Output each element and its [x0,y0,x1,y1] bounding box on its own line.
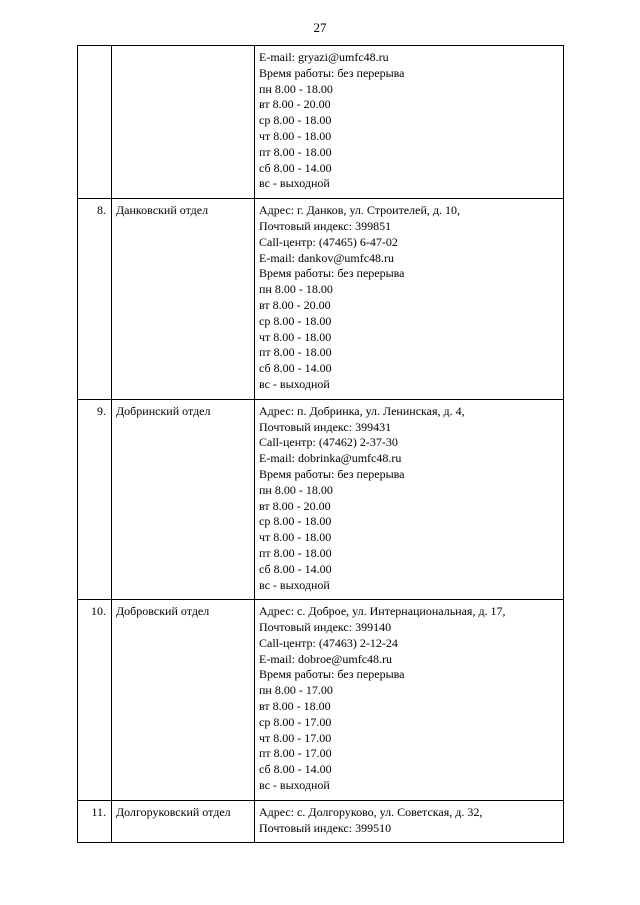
office-info-line: сб 8.00 - 14.00 [259,762,332,777]
row-number-cell: 8. [78,199,112,400]
office-info-line: Call-центр: (47462) 2-37-30 [259,435,398,450]
row-number-cell: 10. [78,600,112,801]
table-row [78,199,564,400]
table-row [78,600,564,801]
office-info-line: Адрес: п. Добринка, ул. Ленинская, д. 4, [259,403,465,418]
office-info-line: сб 8.00 - 14.00 [259,160,332,175]
office-info-line: пн 8.00 - 18.00 [259,482,333,497]
office-info-line: Время работы: без перерыва [259,466,405,481]
office-info-line: пт 8.00 - 18.00 [259,144,332,159]
office-info-line: Адрес: с. Доброе, ул. Интернациональная, д. 17, [259,604,506,619]
office-info-line: Почтовый индекс: 399140 [259,620,392,635]
office-info-line: Адрес: с. Долгоруково, ул. Советская, д. 32, [259,804,483,819]
office-info-line: Call-центр: (47465) 6-47-02 [259,234,398,249]
office-info-line: вс - выходной [259,376,330,391]
office-info-line: чт 8.00 - 18.00 [259,530,332,545]
office-info-line: Время работы: без перерыва [259,266,405,281]
office-info-line: вт 8.00 - 20.00 [259,498,331,513]
office-info-line: чт 8.00 - 17.00 [259,730,332,745]
office-info-line: вс - выходной [259,778,330,793]
office-info-line: Call-центр: (47463) 2-12-24 [259,635,398,650]
office-info-line: пт 8.00 - 18.00 [259,345,332,360]
office-info-line: Почтовый индекс: 399510 [259,820,392,835]
office-name-cell: Данковский отдел [112,199,255,400]
office-info-line: Адрес: г. Данков, ул. Строителей, д. 10, [259,203,460,218]
office-info-line: вс - выходной [259,577,330,592]
office-info-line: ср 8.00 - 18.00 [259,313,332,328]
office-info-line: ср 8.00 - 18.00 [259,113,332,128]
page-number: 27 [313,20,327,35]
office-info-line: сб 8.00 - 14.00 [259,561,332,576]
office-name-cell: Добровский отдел [112,600,255,801]
office-info-cell [255,199,564,400]
office-info-line: сб 8.00 - 14.00 [259,361,332,376]
office-info-line: чт 8.00 - 18.00 [259,329,332,344]
row-number-cell: 9. [78,399,112,600]
office-info-line: ср 8.00 - 18.00 [259,514,332,529]
office-info-cell [255,46,564,199]
office-info-line: вт 8.00 - 18.00 [259,699,331,714]
office-info-line: чт 8.00 - 18.00 [259,128,332,143]
office-info-line: пт 8.00 - 18.00 [259,545,332,560]
office-info-line: E-mail: dobrinka@umfc48.ru [259,451,402,466]
office-info-line: ср 8.00 - 17.00 [259,714,332,729]
row-number-cell [78,46,112,199]
office-info-line: E-mail: gryazi@umfc48.ru [259,50,389,64]
office-info-line: Почтовый индекс: 399431 [259,419,392,434]
office-info-line: E-mail: dobroe@umfc48.ru [259,651,393,666]
office-info-line: вт 8.00 - 20.00 [259,97,331,112]
table-row [78,800,564,843]
office-info-line: E-mail: dankov@umfc48.ru [259,250,395,265]
office-info-line: вс - выходной [259,176,330,191]
office-name-cell: Добринский отдел [112,399,255,600]
office-info-line: Почтовый индекс: 399851 [259,218,392,233]
office-info-line: Время работы: без перерыва [259,65,405,80]
table-row [78,399,564,600]
offices-table-body [78,46,564,843]
office-info-line: пн 8.00 - 17.00 [259,683,333,698]
office-info-line: пн 8.00 - 18.00 [259,81,333,96]
office-info-line: вт 8.00 - 20.00 [259,297,331,312]
office-name-cell: Долгоруковский отдел [112,800,255,843]
table-row [78,46,564,199]
office-name-cell [112,46,255,199]
office-info-line: пт 8.00 - 17.00 [259,746,332,761]
office-info-cell [255,800,564,843]
office-info-cell [255,600,564,801]
office-info-line: пн 8.00 - 18.00 [259,282,333,297]
row-number-cell: 11. [78,800,112,843]
offices-table [77,45,564,843]
office-info-cell [255,399,564,600]
office-info-line: Время работы: без перерыва [259,667,405,682]
